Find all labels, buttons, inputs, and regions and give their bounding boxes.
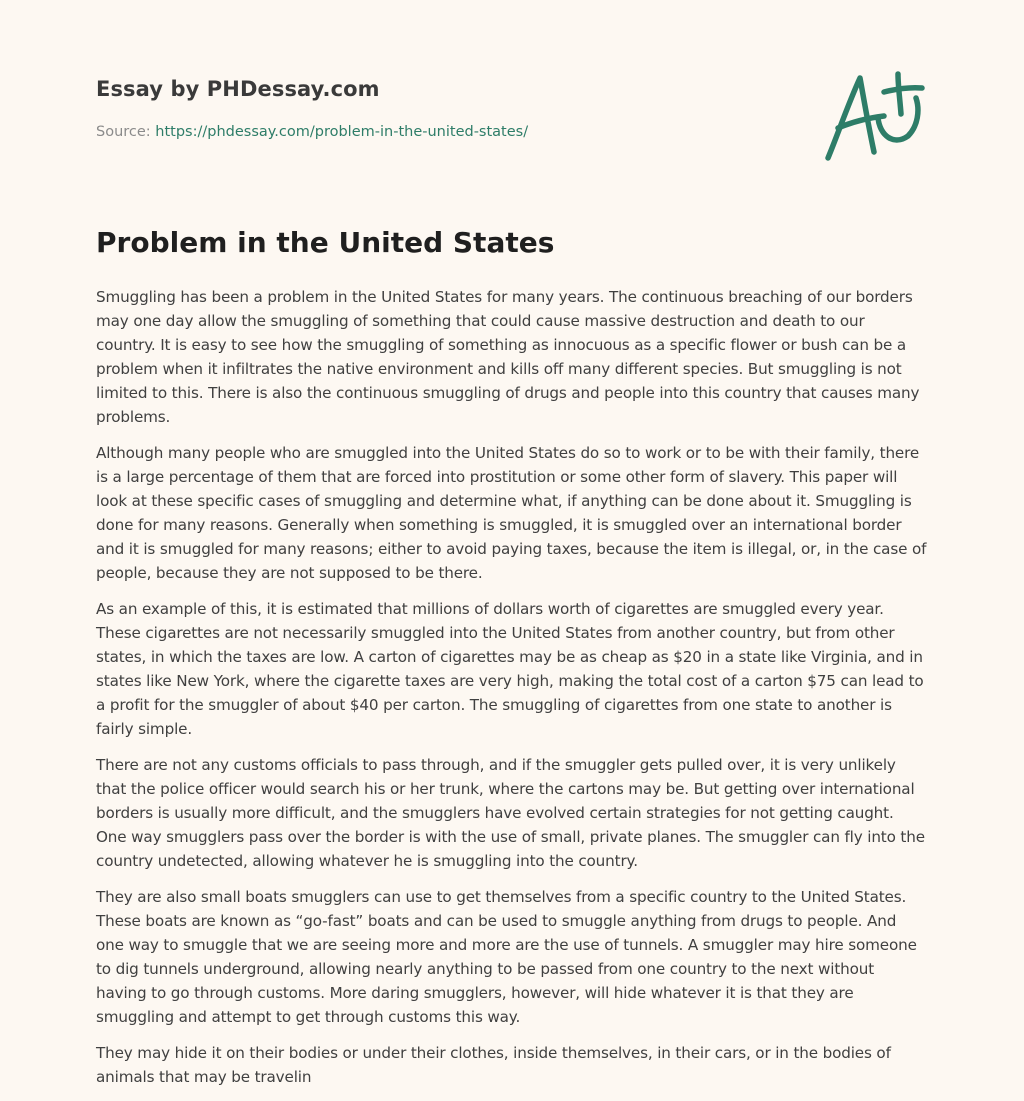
essay-paragraph: They may hide it on their bodies or under their clothes, inside themselves, in their cars, or in the bodies of animals that may be travelin <box>96 1044 891 1086</box>
a-plus-grade-icon <box>818 66 930 166</box>
essay-paragraph: Smuggling has been a problem in the United States for many years. The continuous breaching of our borders may one day allow the smuggling of something that could cause massive destruction and death to our country. It is easy to see how the smuggling of something as innocuous as a specific flower or bush can be a problem when it infiltrates the native environment and kills off many different species. But smuggling is not limited to this. There is also the continuous smuggling of drugs and people into this country that causes many problems. <box>96 288 920 426</box>
source-line <box>96 124 528 140</box>
source-link[interactable]: https://phdessay.com/problem-in-the-united-states/ <box>155 124 529 140</box>
source-label: Source: <box>96 124 156 140</box>
essay-title: Problem in the United States <box>96 226 555 259</box>
essay-body <box>96 285 928 1101</box>
site-brand: Essay by PHDessay.com <box>96 77 380 101</box>
essay-paragraph: As an example of this, it is estimated that millions of dollars worth of cigarettes are smuggled every year. These cigarettes are not necessarily smuggled into the United States from another country, but from other states, in which the taxes are low. A carton of cigarettes may be as cheap as $20 in a state like Virginia, and in states like New York, where the cigarette taxes are very high, making the total cost of a carton $75 can lead to a profit for the smuggler of about $40 per carton. The smuggling of cigarettes from one state to another is fairly simple. <box>96 600 924 738</box>
essay-paragraph: They are also small boats smugglers can use to get themselves from a specific country to the United States. These boats are known as “go-fast” boats and can be used to smuggle anything from drugs to people. And one way to smuggle that we are seeing more and more are the use of tunnels. A smuggler may hire someone to dig tunnels underground, allowing nearly anything to be passed from one country to the next without having to go through customs. More daring smugglers, however, will hide whatever it is that they are smuggling and attempt to get through customs this way. <box>96 888 917 1026</box>
essay-paragraph: Although many people who are smuggled into the United States do so to work or to be with their family, there is a large percentage of them that are forced into prostitution or some other form of slavery. This paper will look at these specific cases of smuggling and determine what, if anything can be done about it. Smuggling is done for many reasons. Generally when something is smuggled, it is smuggled over an international border and it is smuggled for many reasons; either to avoid paying taxes, because the item is illegal, or, in the case of people, because they are not supposed to be there. <box>96 444 927 582</box>
essay-paragraph: There are not any customs officials to pass through, and if the smuggler gets pulled over, it is very unlikely that the police officer would search his or her trunk, where the cartons may be. But getting over international borders is usually more difficult, and the smugglers have evolved certain strategies for not getting caught. One way smugglers pass over the border is with the use of small, private planes. The smuggler can fly into the country undetected, allowing whatever he is smuggling into the country. <box>96 756 925 870</box>
